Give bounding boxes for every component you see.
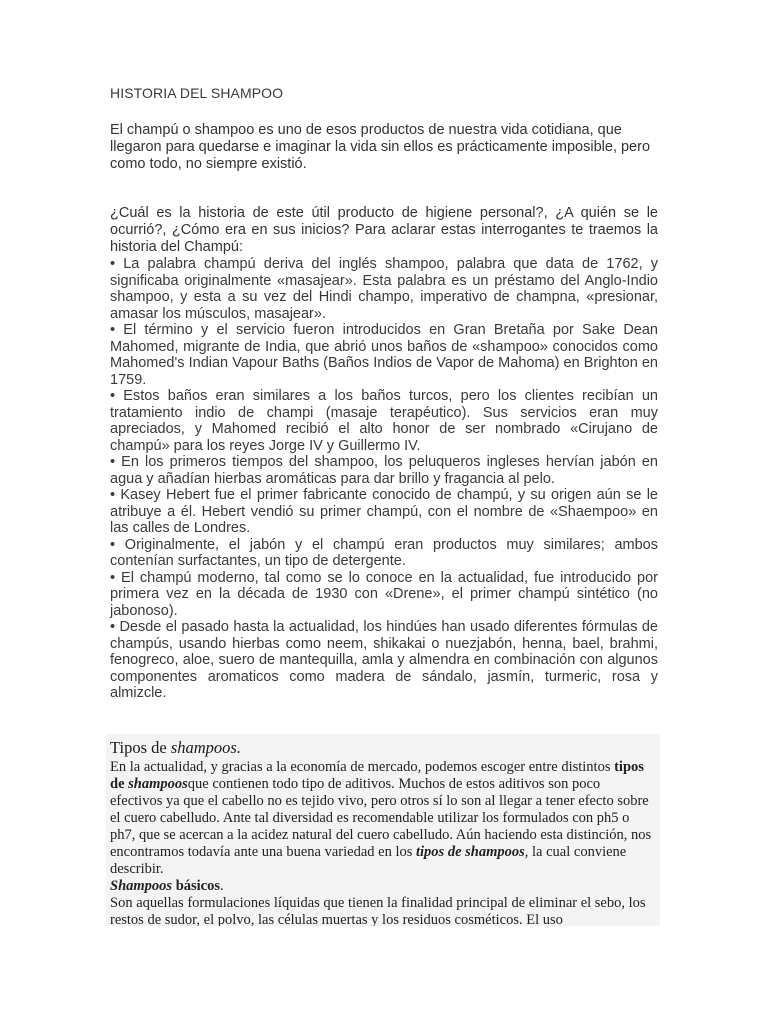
basicos-subheading <box>110 878 656 895</box>
tipos-text: En la actualidad, y gracias a la economía de mercado, podemos escoger entre distintos <box>110 759 615 775</box>
tipos-heading <box>110 737 656 758</box>
intro-paragraph: El champú o shampoo es uno de esos productos de nuestra vida cotidiana, que llegaron para quedarse e imaginar la vida sin ellos es prácticamente imposible, pero como todo, no siempre existió. <box>110 122 651 172</box>
basicos-italic: Shampoos <box>110 878 173 894</box>
tipos-bold-text: tipos de <box>110 759 644 792</box>
bullet-item: • Kasey Hebert fue el primer fabricante conocido de champú, y su origen aún se le atribuye a él. Hebert vendió su primer champú, con el nombre de «Shaempoo» en las calles de Londres. <box>110 487 658 536</box>
tipos-section <box>106 734 660 926</box>
bullet-item: • Originalmente, el jabón y el champú eran productos muy similares; ambos contenían surfactantes, un tipo de detergente. <box>110 536 658 569</box>
tipos-text: que contienen todo tipo de aditivos. Muchos de estos aditivos son poco efectivos ya que el cabello no es tejido vivo, pero otros sí lo son al llegar a tener efecto sobre el cuero cabelludo. Ante tal diversidad es recomendable utilizar los formulados con ph5 o ph7, que se acercan a la acidez natural del cuero cabelludo. Aún haciendo esta distinción, nos encontramos todavía ante una buena variedad en los <box>110 776 652 860</box>
basicos-period: . <box>220 878 224 894</box>
tipos-heading-italic: shampoos. <box>170 738 241 757</box>
bullet-item: • Desde el pasado hasta la actualidad, los hindúes han usado diferentes fórmulas de champús, usando hierbas como neem, shikakai o nuezjabón, henna, bael, brahmi, fenogreco, aloe, suero de mantequilla, amla y almendra en combinación con algunos componentes aromaticos como madera de sándalo, jasmín, turmeric, rosa y almizcle. <box>110 619 658 701</box>
tipos-paragraph <box>110 759 656 878</box>
tipos-bold-italic-text: shampoos <box>128 776 188 792</box>
tipos-bold-italic-text: tipos de shampoos <box>416 844 525 860</box>
bullet-item: • Estos baños eran similares a los baños turcos, pero los clientes recibían un tratamiento indio de champi (masaje terapéutico). Sus servicios eran muy apreciados, y Mahomed recibió el alto honor de ser nombrado «Cirujano de champú» para los reyes Jorge IV y Guillermo IV. <box>110 388 658 454</box>
bullet-item: • El champú moderno, tal como se lo conoce en la actualidad, fue introducido por primera vez en la década de 1930 con «Drene», el primer champú sintético (no jabonoso). <box>110 569 658 619</box>
tipos-text: , la cual conviene describir. <box>110 844 627 877</box>
document-page <box>110 84 658 702</box>
bullet-item: • El término y el servicio fueron introducidos en Gran Bretaña por Sake Dean Mahomed, migrante de India, que abrió unos baños de «shampoo» conocidos como Mahomed's Indian Vapour Baths (Baños Indios de Vapor de Mahoma) en Brighton en 1759. <box>110 322 658 388</box>
basicos-paragraph: Son aquellas formulaciones líquidas que tienen la finalidad principal de eliminar el sebo, los restos de sudor, el polvo, las células muertas y los residuos cosméticos. El uso <box>110 895 646 926</box>
bullet-item: • La palabra champú deriva del inglés shampoo, palabra que data de 1762, y significaba originalmente «masajear». Esta palabra es un préstamo del Anglo-Indio shampoo, y esta a su vez del Hindi champo, imperativo de champna, «presionar, amasar los músculos, masajear». <box>110 256 658 322</box>
question-paragraph: ¿Cuál es la historia de este útil producto de higiene personal?, ¿A quién se le ocurrió?, ¿Cómo era en sus inicios? Para aclarar estas interrogantes te traemos la historia del Champú: <box>110 205 658 255</box>
basicos-bold: básicos <box>172 878 221 894</box>
bullet-item: • En los primeros tiempos del shampoo, los peluqueros ingleses hervían jabón en agua y añadían hierbas aromáticas para dar brillo y fragancia al pelo. <box>110 454 658 487</box>
page-title: HISTORIA DEL SHAMPOO <box>110 85 284 101</box>
history-bullet-list <box>110 256 658 702</box>
tipos-heading-plain: Tipos de <box>110 738 171 757</box>
